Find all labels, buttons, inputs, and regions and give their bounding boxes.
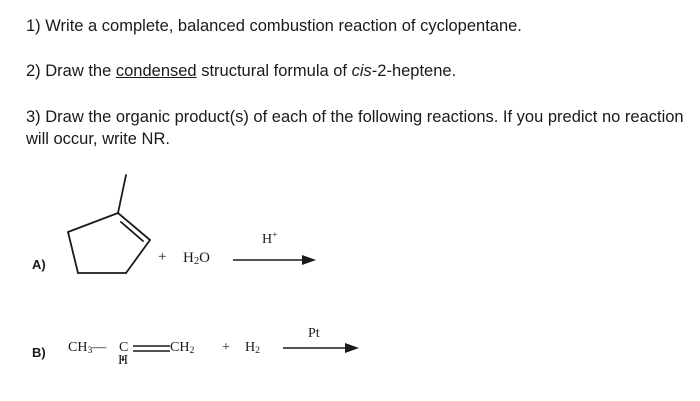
reaction-b-label: B) [32,345,46,360]
reaction-a-plus: + [158,249,167,265]
hydrogen-formula: $H_2$ [245,340,261,356]
methyl-group: $CH_3—$ [68,340,107,356]
acid-catalyst-label: H+ [262,229,278,247]
question-2-text-pre: Draw the [45,62,116,80]
question-1-text: Write a complete, balanced combustion reaction of cyclopentane. [45,17,522,35]
alkene-hydrogen: H [118,353,129,368]
question-1-number: 1) [26,17,41,35]
reaction-b-plus: + [222,340,230,355]
question-2-number: 2) [26,62,41,80]
reaction-a-label: A) [32,257,46,272]
question-2-underlined-word: condensed [115,62,197,80]
alkene-carbon: C [119,340,129,355]
water-formula: $H_2O$ [183,250,210,267]
question-3-text: Draw the organic product(s) of each of the following reactions. If you predict no reaction will occur, write NR. [26,108,684,148]
question-2-italic-word: cis [351,62,372,80]
question-2-text-post: -2-heptene. [371,62,457,80]
methylene-group: $CH_2$ [170,340,195,356]
platinum-catalyst-label: Pt [308,326,320,341]
question-3-number: 3) [26,108,41,126]
question-2-text-mid: structural formula of [196,62,352,80]
